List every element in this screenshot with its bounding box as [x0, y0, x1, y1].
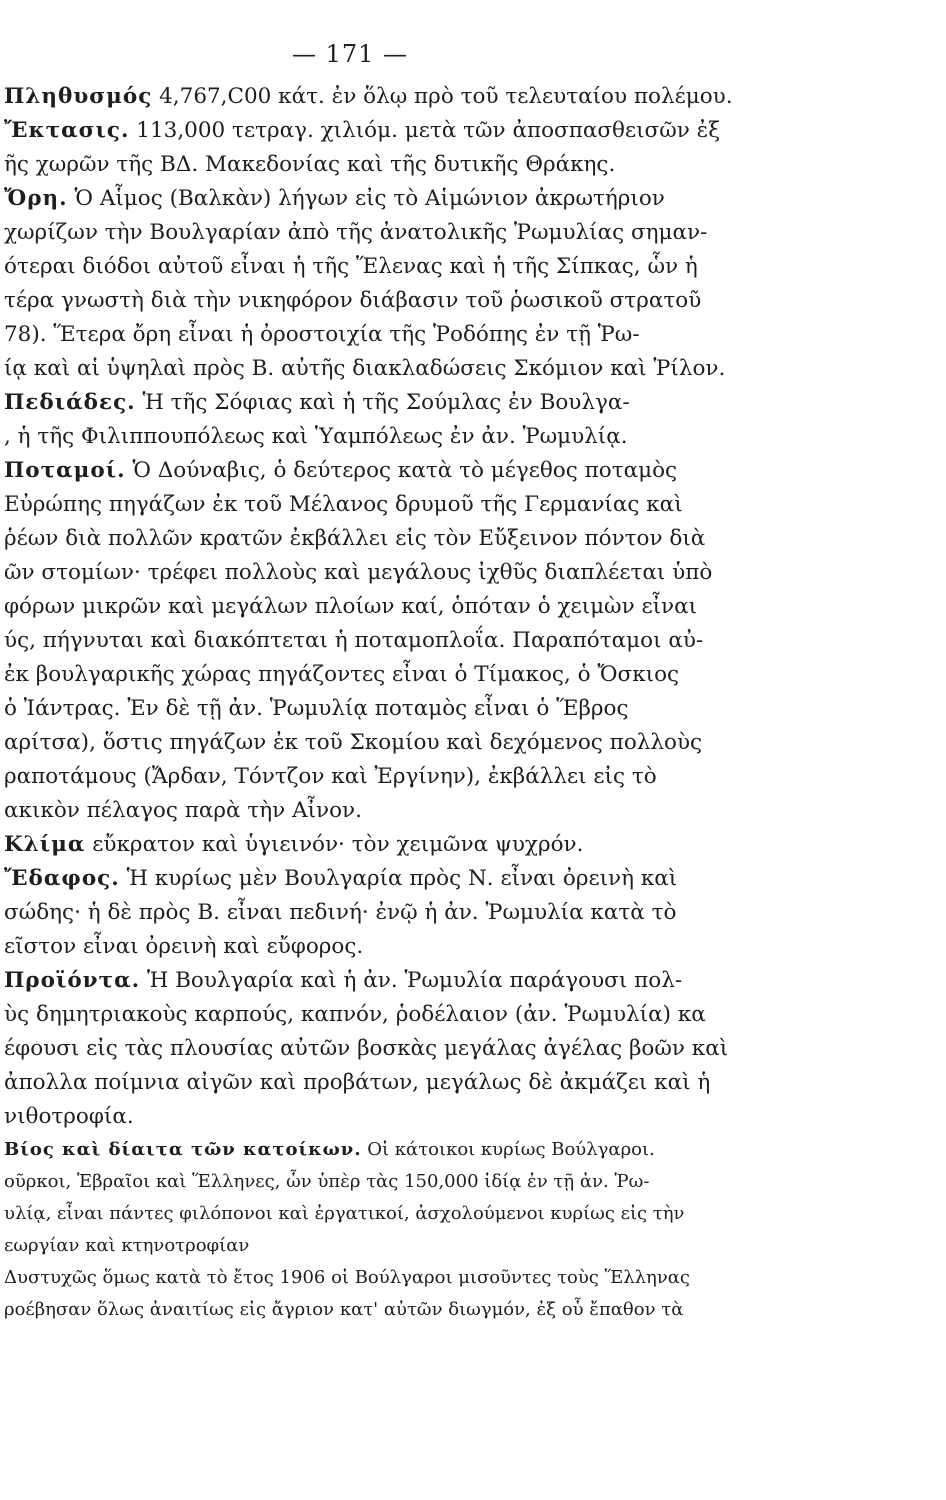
text-line	[0, 1230, 804, 1262]
line-text: Ἡ Βουλγαρία καὶ ἡ ἀν. Ῥωμυλία παράγουσι πολ-	[140, 968, 683, 993]
text-line	[0, 658, 804, 692]
text-line	[0, 454, 804, 488]
line-text: , ἡ τῆς Φιλιππουπόλεως καὶ Ὑαμπόλεως ἐν ἀν. Ῥωμυλίᾳ.	[4, 424, 628, 449]
text-line	[0, 1100, 804, 1134]
text-line	[0, 964, 804, 998]
section-heading: Ποταμοί.	[4, 458, 126, 483]
text-line	[0, 488, 804, 522]
text-line	[0, 1134, 804, 1166]
text-line	[0, 930, 804, 964]
line-text: εωργίαν καὶ κτηνοτροφίαν	[4, 1235, 250, 1256]
line-text: έφουσι εἰς τὰς πλουσίας αὐτῶν βοσκὰς μεγάλας ἀγέλας βοῶν καὶ	[4, 1036, 729, 1061]
line-text: ῶν στομίων· τρέφει πολλοὺς καὶ μεγάλους ἰχθῦς διαπλέεται ὑπὸ	[4, 560, 713, 585]
line-text: Ὁ Αἷμος (Βαλκὰν) λήγων εἰς τὸ Αἱμώνιον ἀκρωτήριον	[67, 186, 665, 211]
line-text: Ἡ τῆς Σόφιας καὶ ἡ τῆς Σούμλας ἐν Βουλγα-	[135, 390, 630, 415]
line-text: ῆς χωρῶν τῆς ΒΔ. Μακεδονίας καὶ τῆς δυτικῆς Θράκης.	[4, 152, 616, 177]
line-text: ἐκ βουλγαρικῆς χώρας πηγάζοντες εἶναι ὁ Τίμακος, ὁ Ὄσκιος	[4, 662, 680, 687]
text-line	[0, 1032, 804, 1066]
text-line	[0, 114, 804, 148]
line-text: ότεραι διόδοι αὐτοῦ εἶναι ἡ τῆς Ἕλενας καὶ ἡ τῆς Σίπκας, ὧν ἡ	[4, 254, 698, 279]
section-heading: Ὄρη.	[4, 186, 68, 211]
text-line	[0, 148, 804, 182]
text-line	[0, 590, 804, 624]
text-line	[0, 1294, 804, 1326]
line-text: τέρα γνωστὴ διὰ τὴν νικηφόρον διάβασιν τοῦ ῥωσικοῦ στρατοῦ	[4, 288, 702, 313]
line-text: Ἡ κυρίως μὲν Βουλγαρία πρὸς Ν. εἶναι ὀρεινὴ καὶ	[119, 866, 678, 891]
text-line	[0, 556, 804, 590]
section-heading: Κλίμα	[4, 832, 86, 857]
page-number: — 171 —	[291, 40, 409, 68]
text-line	[0, 284, 804, 318]
text-line	[0, 318, 804, 352]
line-text: Εὐρώπης πηγάζων ἐκ τοῦ Μέλανος δρυμοῦ τῆς Γερμανίας καὶ	[4, 492, 683, 517]
section-heading: Πεδιάδες.	[4, 390, 136, 415]
line-text: ακικὸν πέλαγος παρὰ τὴν Αἶνον.	[4, 798, 362, 823]
text-line	[0, 1198, 804, 1230]
text-line	[0, 1066, 804, 1100]
section-heading: Προϊόντα.	[4, 968, 141, 993]
line-text: αρίτσα), ὅστις πηγάζων ἐκ τοῦ Σκομίου καὶ δεχόμενος πολλοὺς	[4, 730, 703, 755]
text-line	[0, 216, 804, 250]
line-text: νιθοτροφία.	[4, 1104, 134, 1129]
text-line	[0, 80, 804, 114]
text-line	[0, 794, 804, 828]
text-line	[0, 726, 804, 760]
text-line	[0, 862, 804, 896]
text-line	[0, 998, 804, 1032]
line-text: Δυστυχῶς ὅμως κατὰ τὸ ἔτος 1906 οἱ Βούλγαροι μισοῦντες τοὺς Ἕλληνας	[4, 1267, 691, 1288]
text-line	[0, 182, 804, 216]
text-line	[0, 250, 804, 284]
text-line	[0, 692, 804, 726]
line-text: ῥέων διὰ πολλῶν κρατῶν ἐκβάλλει εἰς τὸν Εὔξεινον πόντον διὰ	[4, 526, 706, 551]
line-text: 78). Ἕτερα ὄρη εἶναι ἡ ὀροστοιχία τῆς Ῥοδόπης ἐν τῇ Ῥω-	[4, 322, 640, 347]
line-text: ἀπολλα ποίμνια αἰγῶν καὶ προβάτων, μεγάλως δὲ ἀκμάζει καὶ ἡ	[4, 1070, 711, 1095]
line-text: ροέβησαν ὅλως ἀναιτίως εἰς ἄγριον κατ' αὐτῶν διωγμόν, ἐξ οὗ ἔπαθον τὰ	[4, 1299, 684, 1320]
line-text: Οἱ κάτοικοι κυρίως Βούλγαροι.	[361, 1139, 655, 1160]
line-text: εῖστον εἶναι ὀρεινὴ καὶ εὔφορος.	[4, 934, 364, 959]
section-heading: Ἔκτασις.	[4, 118, 130, 143]
line-text: ραποτάμους (Ἄρδαν, Τόντζον καὶ Ἐργίνην), ἐκβάλλει εἰς τὸ	[4, 764, 657, 789]
section-heading: Ἔδαφος.	[4, 866, 120, 891]
text-line	[0, 420, 804, 454]
text-line	[0, 624, 804, 658]
text-line	[0, 522, 804, 556]
line-text: φόρων μικρῶν καὶ μεγάλων πλοίων καί, ὁπόταν ὁ χειμὼν εἶναι	[4, 594, 698, 619]
line-text: ίᾳ καὶ αἱ ὑψηλαὶ πρὸς Β. αὐτῆς διακλαδώσεις Σκόμιον καὶ Ῥίλον.	[4, 356, 726, 381]
line-text: 113,000 τετραγ. χιλιόμ. μετὰ τῶν ἀποσπασθεισῶν ἐξ	[129, 118, 721, 143]
line-text: υλίᾳ, εἶναι πάντες φιλόπονοι καὶ ἐργατικοί, ἀσχολούμενοι κυρίως εἰς τὴν	[4, 1203, 685, 1224]
text-line	[0, 896, 804, 930]
line-text: 4,767,C00 κάτ. ἐν ὅλῳ πρὸ τοῦ τελευταίου πολέμου.	[152, 84, 733, 109]
section-heading: Βίος καὶ δίαιτα τῶν κατοίκων.	[4, 1139, 362, 1160]
section-heading: Πληθυσμός	[4, 84, 153, 109]
text-line	[0, 386, 804, 420]
line-text: ύς, πήγνυται καὶ διακόπτεται ἡ ποταμοπλοΐα. Παραπόταμοι αὐ-	[4, 628, 704, 653]
text-line	[0, 352, 804, 386]
line-text: ὺς δημητριακοὺς καρπούς, καπνόν, ῥοδέλαιον (ἀν. Ῥωμυλία) κα	[4, 1002, 706, 1027]
line-text: ὁ Ἰάντρας. Ἐν δὲ τῇ ἀν. Ῥωμυλίᾳ ποταμὸς εἶναι ὁ Ἕβρος	[4, 696, 629, 721]
line-text: εὔκρατον καὶ ὑγιεινόν· τὸν χειμῶνα ψυχρόν.	[85, 832, 584, 857]
text-line	[0, 1166, 804, 1198]
text-line	[0, 828, 804, 862]
line-text: σώδης· ἡ δὲ πρὸς Β. εἶναι πεδινή· ἐνῷ ἡ ἀν. Ῥωμυλία κατὰ τὸ	[4, 900, 677, 925]
line-text: χωρίζων τὴν Βουλγαρίαν ἀπὸ τῆς ἀνατολικῆς Ῥωμυλίας σημαν-	[4, 220, 708, 245]
text-line	[0, 1262, 804, 1294]
text-line	[0, 760, 804, 794]
text-body	[0, 80, 946, 1326]
line-text: οῦρκοι, Ἑβραῖοι καὶ Ἕλληνες, ὧν ὑπὲρ τὰς 150,000 ἰδίᾳ ἐν τῇ ἀν. Ῥω-	[4, 1171, 650, 1192]
line-text: Ὁ Δούναβις, ὁ δεύτερος κατὰ τὸ μέγεθος ποταμὸς	[125, 458, 678, 483]
